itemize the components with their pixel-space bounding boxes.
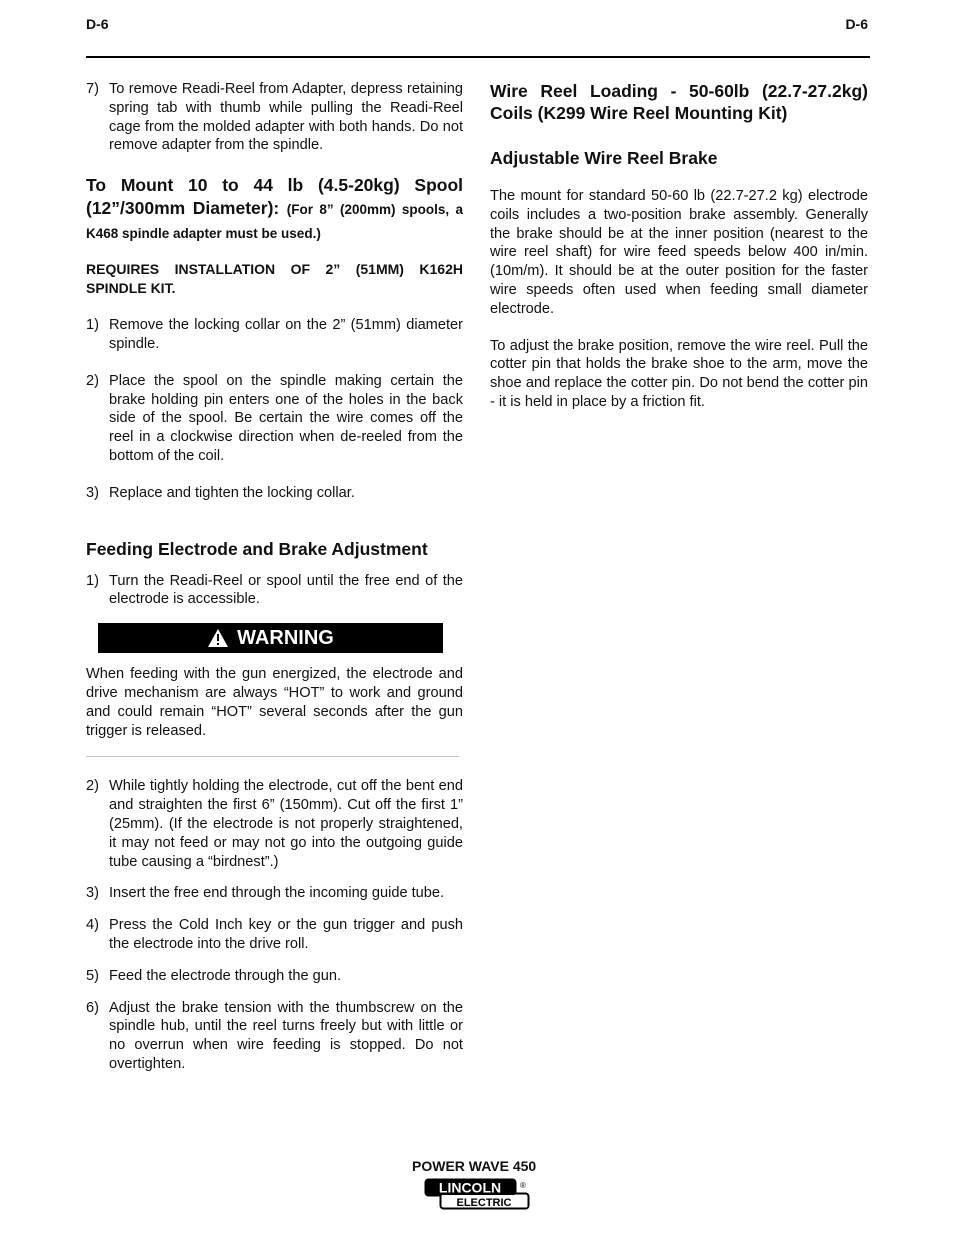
item-number: 2): [86, 778, 99, 795]
list-item: [86, 999, 463, 1074]
item-text: Press the Cold Inch key or the gun trigger and push the electrode into the drive roll.: [109, 917, 463, 952]
warning-banner: [98, 623, 443, 653]
item-number: 3): [86, 484, 99, 501]
item-text: Remove the locking collar on the 2” (51mm) diameter spindle.: [109, 317, 463, 352]
divider: [86, 756, 459, 757]
list-item: [86, 372, 463, 466]
list-item: [86, 572, 463, 610]
logo-top-text: LINCOLN: [438, 1179, 502, 1196]
page-number-left: D-6: [86, 16, 109, 32]
wire-reel-heading: Wire Reel Loading - 50-60lb (22.7-27.2kg) Coils (K299 Wire Reel Mounting Kit): [490, 81, 868, 123]
list-item: [86, 80, 463, 155]
left-column: [86, 80, 463, 1074]
item-text: Turn the Readi-Reel or spool until the free end of the electrode is accessible.: [109, 572, 463, 608]
requires-note: REQUIRES INSTALLATION OF 2” (51MM) K162H SPINDLE KIT.: [86, 261, 463, 297]
item-text: To remove Readi-Reel from Adapter, depress retaining spring tab with thumb while pulling the Readi-Reel cage from the molded adapter with both hands. Do not remove adapter from the spindle.: [109, 81, 463, 154]
mount-heading-text: To Mount 10 to 44 lb (4.5-20kg) Spool (12”/300mm Diameter):: [86, 175, 463, 219]
item-number: 6): [86, 999, 99, 1016]
item-text: Replace and tighten the locking collar.: [109, 484, 355, 501]
mount-steps: [86, 316, 463, 502]
item-text: While tightly holding the electrode, cut off the bent end and straighten the first 6” (150mm). Cut off the first 1” (25mm). (If the electrode is not properly straightened, it may not feed or may not go into the outgoing guide tube causing a “birdnest”.): [109, 778, 463, 870]
item-number: 1): [86, 317, 99, 334]
registered-mark: ®: [520, 1181, 526, 1190]
list-item: [86, 967, 463, 986]
list-item: [86, 884, 463, 903]
item-text: Adjust the brake tension with the thumbscrew on the spindle hub, until the reel turns freely but with little or no overrun when wire feeding is stopped. Do not overtighten.: [109, 999, 463, 1072]
item-number: 7): [86, 81, 99, 97]
item-text: Insert the free end through the incoming guide tube.: [109, 885, 445, 902]
item-number: 4): [86, 917, 99, 934]
brake-subheading: Adjustable Wire Reel Brake: [490, 148, 718, 168]
header-rule: [86, 56, 870, 58]
item-text: Feed the electrode through the gun.: [109, 967, 342, 984]
item-number: 3): [86, 885, 99, 902]
item-text: Place the spool on the spindle making certain the brake holding pin enters one of the holes in the back side of the spool. Be certain the wire comes off the reel in a clockwise direction when de-reeled from the bottom of the coil.: [109, 372, 463, 464]
logo-bottom-text: ELECTRIC: [456, 1197, 512, 1209]
right-column: [490, 80, 868, 412]
list-item: [86, 916, 463, 954]
lincoln-electric-logo: [424, 1178, 530, 1210]
mount-note: (For 8” (200mm) spools, a K468 spindle adapter must be used.): [86, 202, 463, 242]
item-number: 5): [86, 967, 99, 984]
list-item: [86, 484, 463, 503]
brake-paragraph-2: To adjust the brake position, remove the wire reel. Pull the cotter pin that holds the brake shoe to the arm, move the shoe and replace the cotter pin. Do not bend the cotter pin - it is held in place by a friction fit.: [490, 337, 868, 410]
page-number-right: D-6: [845, 16, 868, 32]
list-item: [86, 777, 463, 871]
warning-text: When feeding with the gun energized, the electrode and drive mechanism are always “HOT” to work and ground and could remain “HOT” several seconds after the gun trigger is released.: [86, 666, 463, 739]
item-number: 1): [86, 572, 99, 589]
brake-paragraph-1: The mount for standard 50-60 lb (22.7-27.2 kg) electrode coils includes a two-position brake assembly. Generally the brake should be at the inner position (nearest to the wire reel shaft) for wire feed speeds below 400 in/min. (10m/m). It should be at the outer position for the faster wire speeds often used when feeding small diameter electrode.: [490, 188, 868, 317]
mount-heading: [86, 174, 463, 245]
model-name: POWER WAVE 450: [412, 1158, 537, 1174]
feed-steps: [86, 777, 463, 1073]
item-number: 2): [86, 372, 99, 389]
list-item: [86, 316, 463, 354]
feeding-heading: Feeding Electrode and Brake Adjustment: [86, 538, 428, 559]
warning-label: WARNING: [237, 626, 334, 649]
warning-triangle-icon: [207, 628, 229, 648]
